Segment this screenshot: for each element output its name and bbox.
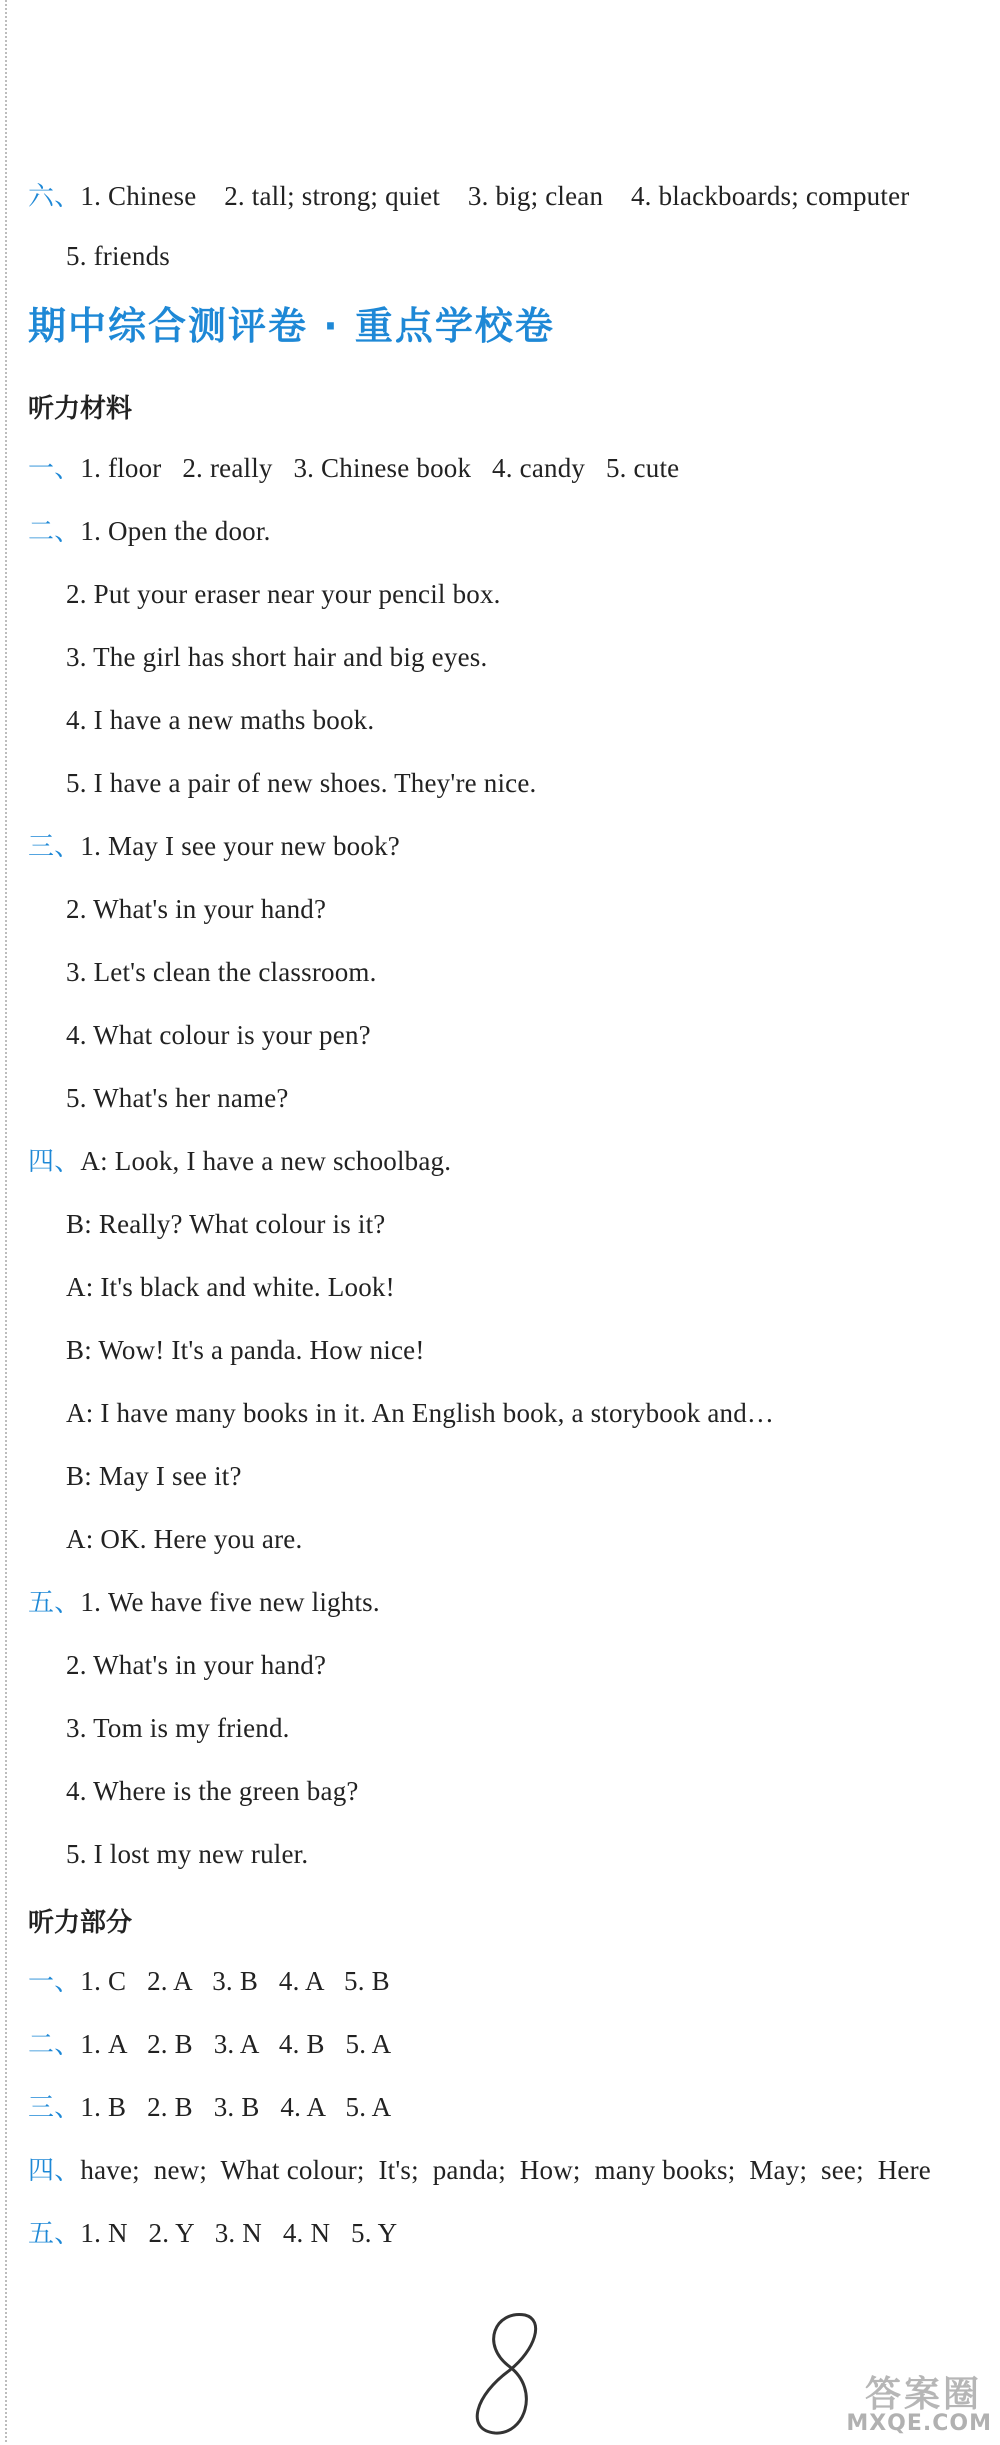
material-text: 1. We have five new lights. (80, 1587, 380, 1617)
answer-text: 1. B 2. B 3. B 4. A 5. A (80, 2092, 392, 2122)
section-number: 一、 (28, 1967, 81, 1997)
dialogue-line: B: Really? What colour is it? (66, 1209, 386, 1239)
watermark-bottom-text: MXQE.COM (846, 2411, 992, 2436)
answer-text: 1. N 2. Y 3. N 4. N 5. Y (80, 2218, 398, 2248)
material-part-2-item: 2. Put your eraser near your pencil box. (66, 579, 501, 609)
answer-row (28, 2028, 391, 2061)
binding-margin-divider (5, 0, 7, 2442)
material-part-3-item: 2. What's in your hand? (66, 894, 327, 924)
answer-row (28, 2154, 931, 2187)
handwritten-page-number-8 (455, 2305, 565, 2445)
watermark-logo (732, 2366, 992, 2436)
material-part-3-item (28, 830, 400, 863)
material-part-2-item: 5. I have a pair of new shoes. They're nice. (66, 768, 537, 798)
section-number: 二、 (28, 2030, 81, 2060)
section-number: 五、 (28, 1588, 81, 1618)
answer-text: 1. C 2. A 3. B 4. A 5. B (80, 1966, 390, 1996)
listening-material-heading: 听力材料 (28, 394, 133, 424)
section-6-line-2: 5. friends (66, 241, 170, 271)
answer-row (28, 2091, 391, 2124)
section-number: 三、 (28, 2093, 81, 2123)
material-part-5-item (28, 1586, 380, 1619)
material-part-1-text: 1. floor 2. really 3. Chinese book 4. candy 5. cute (80, 453, 680, 483)
section-number: 二、 (28, 517, 81, 547)
material-part-3-item: 5. What's her name? (66, 1083, 289, 1113)
dialogue-line: B: May I see it? (66, 1461, 242, 1491)
section-number: 四、 (28, 2156, 81, 2186)
material-part-5-item: 5. I lost my new ruler. (66, 1839, 309, 1869)
material-part-3-item: 3. Let's clean the classroom. (66, 957, 377, 987)
material-part-4-dialogue (28, 1145, 451, 1178)
material-text: 1. May I see your new book? (80, 831, 400, 861)
section-number: 一、 (28, 454, 81, 484)
material-part-2-item: 4. I have a new maths book. (66, 705, 375, 735)
section-number: 五、 (28, 2219, 81, 2249)
answer-row (28, 2217, 397, 2250)
answer-text: have; new; What colour; It's; panda; How; many books; May; see; Here (80, 2155, 931, 2185)
section-number: 六、 (28, 182, 81, 212)
dialogue-line: A: OK. Here you are. (66, 1524, 303, 1554)
section-6-line-1 (28, 180, 909, 213)
material-text: 1. Open the door. (80, 516, 271, 546)
material-part-1 (28, 452, 679, 485)
material-part-2-item: 3. The girl has short hair and big eyes. (66, 642, 488, 672)
material-part-2-item (28, 515, 271, 548)
material-part-3-item: 4. What colour is your pen? (66, 1020, 371, 1050)
dialogue-line: A: I have many books in it. An English book, a storybook and… (66, 1398, 775, 1428)
material-part-5-item: 3. Tom is my friend. (66, 1713, 290, 1743)
dialogue-line: B: Wow! It's a panda. How nice! (66, 1335, 425, 1365)
section-number: 四、 (28, 1147, 81, 1177)
dialogue-line: A: Look, I have a new schoolbag. (80, 1146, 452, 1176)
answer-row (28, 1965, 390, 1998)
material-part-5-item: 2. What's in your hand? (66, 1650, 327, 1680)
material-part-5-item: 4. Where is the green bag? (66, 1776, 359, 1806)
section-number: 三、 (28, 832, 81, 862)
answer-text: 1. A 2. B 3. A 4. B 5. A (80, 2029, 392, 2059)
dialogue-line: A: It's black and white. Look! (66, 1272, 395, 1302)
section-6-answers: 1. Chinese 2. tall; strong; quiet 3. big; clean 4. blackboards; computer (80, 181, 910, 211)
page-title: 期中综合测评卷 · 重点学校卷 (28, 304, 555, 348)
listening-answers-heading: 听力部分 (28, 1908, 133, 1938)
watermark-top-text: 答案圈 (864, 2374, 982, 2415)
